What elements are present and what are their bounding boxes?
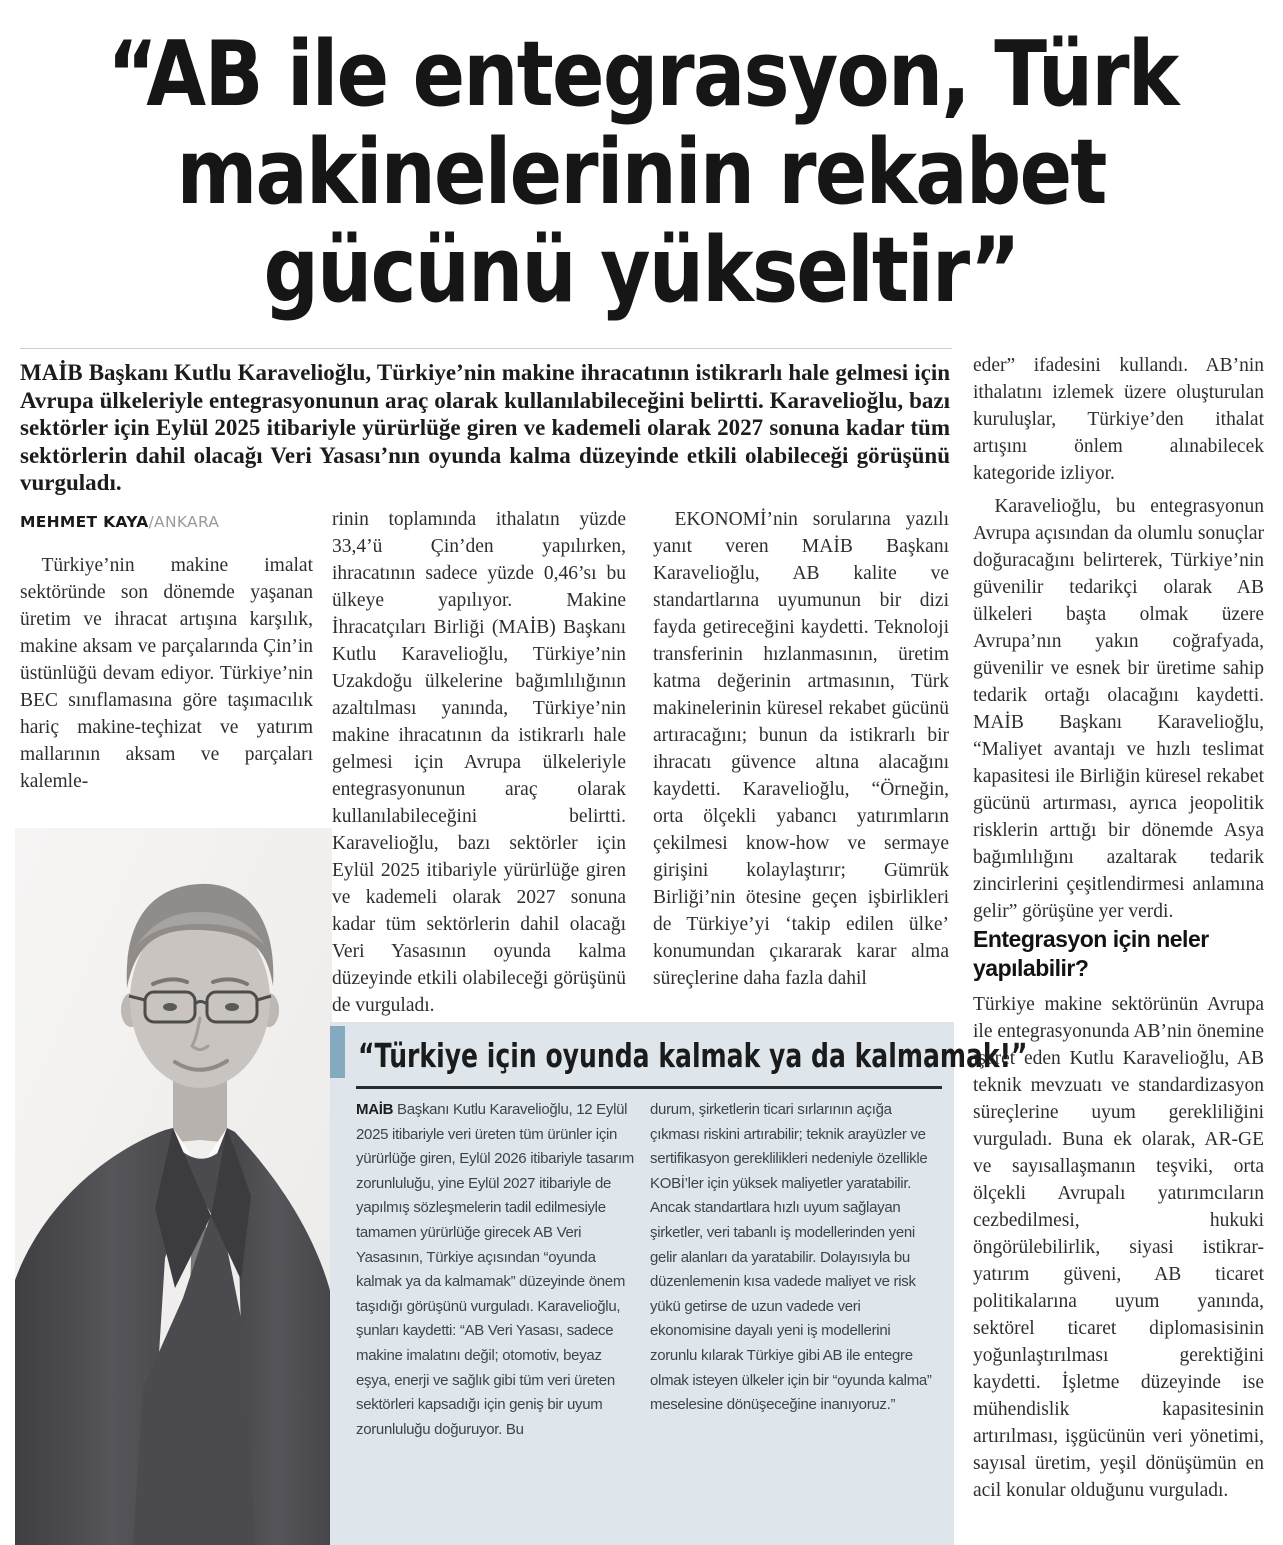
lead-divider-rule	[20, 348, 952, 349]
headline-line-1: “AB ile entegrasyon, Türk	[107, 22, 1178, 127]
inset-title-underline	[356, 1086, 942, 1089]
byline-location: /ANKARA	[148, 513, 220, 531]
inset-column-left	[356, 1098, 636, 1442]
byline	[20, 513, 219, 531]
headline-line-2: makinelerinin rekabet	[176, 120, 1107, 225]
body-column-4	[973, 352, 1264, 1504]
inset-lead-word: MAİB	[356, 1101, 394, 1118]
inset-box-title: “Türkiye için oyunda kalmak ya da kalmamak!”	[358, 1036, 1028, 1075]
inset-column-left-text: Başkanı Kutlu Karavelioğlu, 12 Eylül 2025 itibariyle veri üreten tüm ürünler için yürürlüğe giren, Eylül 2026 itibariyle tasarım zorunluluğu, yine Eylül 2027 itibariyle de yapılmış sözleşmelerin tadil edilmesiyle tamamen yürürlüğe girecek AB Veri Yasasının, Türkiye açısından “oyunda kalmak ya da kalmamak” düzeyinde önem taşıdığı görüşünü vurguladı. Karavelioğlu, şunları kaydetti: “AB Veri Yasası, sadece makine imalatını değil; otomotiv, beyaz eşya, enerji ve sağlık gibi tüm veri üreten sektörleri kapsadığı için geniş bir uyum zorunluluğu doğuruyor. Bu	[356, 1101, 635, 1438]
column4-paragraph-1: eder” ifadesini kullandı. AB’nin ithalatını izlemek üzere oluşturulan kuruluşlar, Türkiye’den ithalat artışını önlem alınabilecek kategoride izliyor.	[973, 355, 1264, 484]
column4-subheading: Entegrasyon için neler yapılabilir?	[973, 926, 1209, 981]
inset-column-right: durum, şirketlerin ticari sırlarının açığa çıkması riskini artırabilir; teknik arayüzler ve sertifikasyon gereklilikleri nedeniyle özellikle KOBİ’ler için yüksek maliyetler yaratabilir. Ancak standartlara hızlı uyum sağlayan şirketler, veri tabanlı iş modellerinden yeni gelir alanları da yaratabilir. Dolayısıyla bu düzenlemenin kısa vadede maliyet ve risk yükü getirse de uzun vadede veri ekonomisine dayalı yeni iş modellerini zorunlu kılarak Türkiye gibi AB ile entegre olmak isteyen ülkeler için bir “oyunda kalma” meselesine dönüşeceğine inanıyoruz.”	[650, 1101, 932, 1414]
body-column-2: rinin toplamında ithalatın yüzde 33,4’ü Çin’den yapılırken, ihracatının sadece yüzde 0,46’sı bu ülkeye yapılıyor. Makine İhracatçıları Birliği (MAİB) Başkanı Kutlu Karavelioğlu, Türkiye’nin Uzakdoğu ülkelerine bağımlılığının azaltılması yanında, Türkiye’nin makine ihracatının da istikrarlı hale gelmesi için Avrupa ülkeleriyle entegrasyonunun araç olarak kullanılabileceğini belirtti. Karavelioğlu, bazı sektörler için Eylül 2025 itibariyle yürürlüğe giren ve kademeli olarak 2027 sonuna kadar tüm sektörlerin dahil olacağı Veri Yasasının oyunda kalma düzeyinde etkili olabileceği görüşünü de vurguladı.	[332, 509, 626, 1016]
column4-paragraph-2: Karavelioğlu, bu entegrasyonun Avrupa açısından da olumlu sonuçlar doğuracağını belirterek, Türkiye’nin güvenilir tedarikçi olarak AB ülkeleri başta olmak üzere Avrupa’nın yakın coğrafyada, güvenilir ve esnek bir üretime sahip tedarik ortağı olacağını kaydetti. MAİB Başkanı Karavelioğlu, “Maliyet avantajı ve hızlı teslimat kapasitesi ile Birliğin küresel rekabet gücünü artırması, ayrıca jeopolitik risklerin arttığı bir dönemde Asya bağımlılığını azaltarak tedarik zincirlerini çeşitlendirmesi anlamına gelir” görüşüne yer verdi.	[973, 496, 1264, 922]
article-headline	[20, 22, 1263, 323]
body-column-1: Türkiye’nin makine imalat sektöründe son dönemde yaşanan üretim ve ihracat artışına karşılık, makine aksam ve parçalarında Çin’in üstünlüğü devam ediyor. Türkiye’nin BEC sınıflamasına göre taşımacılık hariç makine-teçhizat ve yatırım mallarının aksam ve parçaları kalemle-	[20, 555, 313, 792]
inset-quote-box	[330, 1022, 1028, 1545]
body-column-3: EKONOMİ’nin sorularına yazılı yanıt veren MAİB Başkanı Karavelioğlu, AB kalite ve standartlarına uyumunun bir dizi fayda getireceğini kaydetti. Teknoloji transferinin hızlanmasının, üretim katma değerinin artmasının, Türk makinelerinin küresel rekabet gücünü artıracağını; bunun da istikrarlı bir ihracatı güvence altına alacağını kaydetti. Karavelioğlu, “Örneğin, orta ölçekli yabancı yatırımların çekilmesi know-how ve sermaye girişini kolaylaştırır; Gümrük Birliği’nin ötesine geçen işbirlikleri de Türkiye’yi ‘takip edilen ülke’ konumundan çıkararak karar alma süreçlerine daha fazla dahil	[653, 509, 949, 989]
article-lead: MAİB Başkanı Kutlu Karavelioğlu, Türkiye’nin makine ihracatının istikrarlı hale gelmesi için Avrupa ülkeleriyle entegrasyonunun araç olarak kullanılabileceğini belirtti. Karavelioğlu, bazı sektörler için Eylül 2025 itibariyle yürürlüğe giren ve kademeli olarak 2027 sonuna kadar tüm sektörlerin dahil olacağı Veri Yasası’nın oyunda kalma düzeyinde etkili olabileceği görüşünü vurguladı.	[20, 360, 950, 495]
column4-paragraph-3: Türkiye makine sektörünün Avrupa ile entegrasyonunda AB’nin önemine işaret eden Kutlu Karavelioğlu, AB teknik mevzuatı ve standardizasyon süreçlerine uyum gerekliliğini vurguladı. Buna ek olarak, AR-GE ve sayısallaşmanın teşviki, orta ölçekli Avrupalı yatırımcıların cezbedilmesi, hukuki öngörülebilirlik, siyasi istikrar-yatırım güveni, AB ticaret politikalarına uyum yanında, sektörel ticaret diplomasisinin yoğunlaştırılması gerektiğini kaydetti. İşletme düzeyinde ise mühendislik kapasitesinin artırılması, işgücünün veri yönetimi, sayısal üretim, yeşil dönüşümün en acil konular olduğunu vurguladı.	[973, 994, 1264, 1501]
portrait-photo	[15, 828, 332, 1545]
headline-line-3: gücünü yükseltir”	[263, 218, 1020, 323]
portrait-illustration	[15, 828, 332, 1545]
byline-author: MEHMET KAYA	[20, 513, 149, 531]
inset-accent-bar	[330, 1026, 345, 1078]
